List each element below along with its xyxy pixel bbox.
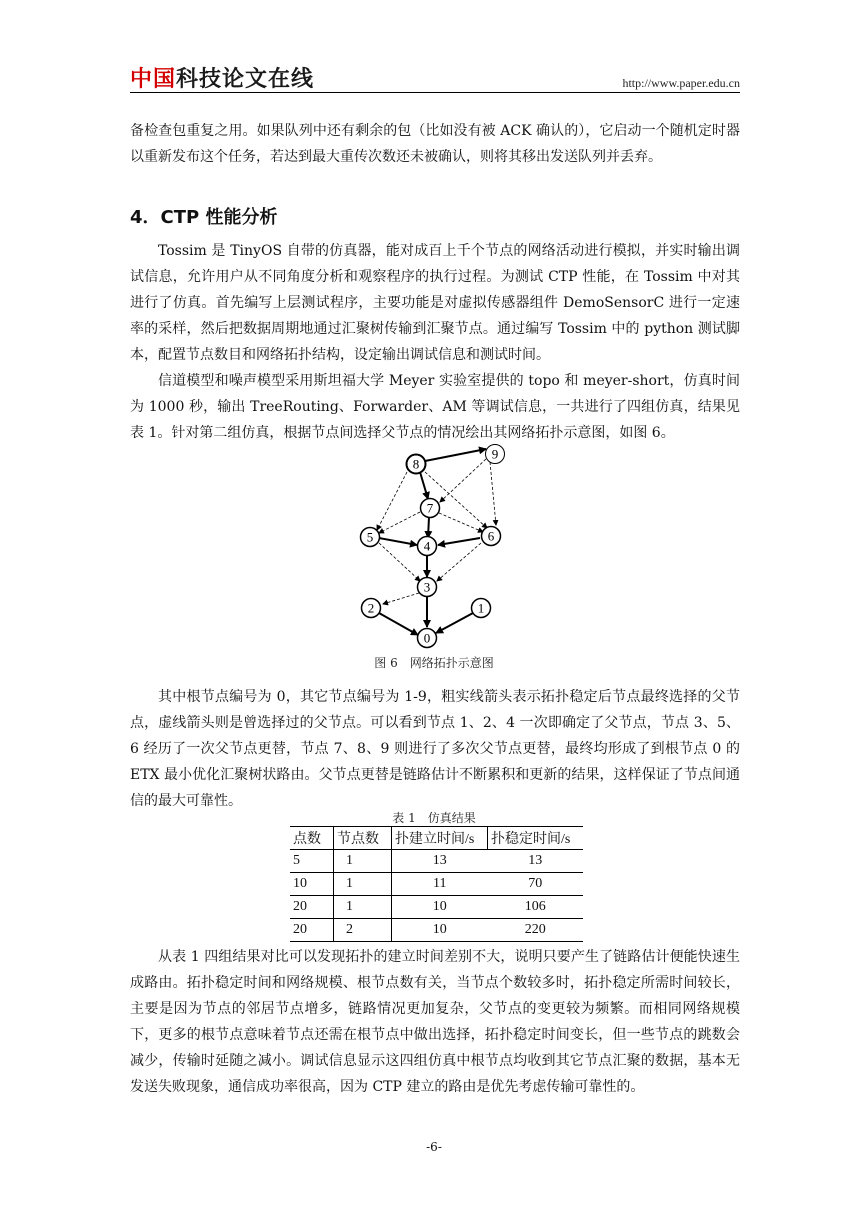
table-cell: 1 [334, 896, 392, 919]
table-cell: 20 [290, 896, 334, 919]
edge-6-3 [437, 543, 481, 581]
page-number: -6- [426, 1140, 442, 1154]
logo-dark-text: 科技论文在线 [176, 67, 315, 92]
site-logo [130, 62, 314, 93]
network-topology-figure [350, 440, 520, 655]
node-label: 9 [491, 446, 499, 462]
node-label: 0 [423, 630, 431, 646]
edge-5-4 [379, 538, 417, 545]
node-0 [418, 629, 437, 648]
node-label: 1 [477, 600, 485, 616]
table-cell: 1 [334, 850, 392, 873]
table-cell: 106 [488, 896, 584, 919]
table-cell: 220 [488, 919, 584, 942]
node-6 [482, 527, 501, 546]
figure-caption: 图 6 网络拓扑示意图 [374, 656, 494, 670]
node-8 [407, 455, 426, 474]
table-header-cell: 点数 [290, 827, 334, 850]
node-label: 4 [423, 538, 431, 554]
node-1 [472, 599, 491, 618]
table-header-cell: 节点数 [334, 827, 392, 850]
table-cell: 5 [290, 850, 334, 873]
paragraph-channel-model: 信道模型和噪声模型采用斯坦福大学 Meyer 实验室提供的 topo 和 meyer-short，仿真时间为 1000 秒，输出 TreeRouting、Forwarder、AM 等调试信息，一共进行了四组仿真，结果见表 1。针对第二组仿真，根据节点间选择父节点的情况绘出其网络拓扑示意图，如图 6。 [130, 373, 740, 441]
node-label: 8 [412, 456, 420, 472]
topology-diagram [350, 440, 520, 655]
edge-7-4 [428, 517, 429, 538]
edge-1-0 [436, 613, 473, 633]
table-row [290, 919, 583, 942]
paragraph-continuation: 备检查包重复之用。如果队列中还有剩余的包（比如没有被 ACK 确认的），它启动一个随机定时器以重新发布这个任务，若达到最大重传次数还未被确认，则将其移出发送队列并丢弃。 [130, 123, 740, 165]
topology-nodes [361, 445, 505, 648]
table-cell: 1 [334, 873, 392, 896]
node-label: 7 [426, 500, 434, 516]
simulation-results-table [290, 826, 583, 942]
edge-8-9 [425, 449, 486, 461]
table-cell: 10 [392, 919, 488, 942]
edge-7-5 [379, 512, 420, 533]
logo-red-text: 中国 [130, 67, 177, 92]
table-cell: 2 [334, 919, 392, 942]
table-row [290, 850, 583, 873]
edge-8-7 [420, 472, 428, 499]
table-header-cell: 扑建立时间/s [392, 827, 488, 850]
node-label: 6 [487, 528, 495, 544]
header-url: http://www.paper.edu.cn [622, 76, 740, 90]
paragraph-topology-explanation: 其中根节点编号为 0，其它节点编号为 1-9，粗实线箭头表示拓扑稳定后节点最终选择的父节点，虚线箭头则是曾选择过的父节点。可以看到节点 1、2、4 一次即确定了父节点，节点 3、5、6 经历了一次父节点更替，节点 7、8、9 则进行了多次父节点更替，最终均形成了到根节点 0 的 ETX 最小优化汇聚树状路由。父节点更替是链路估计不断累积和更新的结果，这样保证了节点间通信的最大可靠性。 [130, 689, 740, 809]
table-row [290, 896, 583, 919]
node-label: 5 [366, 529, 374, 545]
node-5 [361, 528, 380, 547]
table-cell: 11 [392, 873, 488, 896]
node-7 [421, 499, 440, 518]
edge-3-2 [383, 593, 419, 604]
node-2 [362, 599, 381, 618]
table-header-row [290, 827, 583, 850]
node-3 [418, 578, 437, 597]
node-label: 2 [367, 600, 375, 616]
table-row [290, 873, 583, 896]
page-header [130, 62, 740, 92]
edge-9-7 [440, 459, 486, 502]
paragraph-tossim: Tossim 是 TinyOS 自带的仿真器，能对成百上千个节点的网络活动进行模拟，并实时输出调试信息，允许用户从不同角度分析和观察程序的执行过程。为测试 CTP 性能，在 Tossim 中对其进行了仿真。首先编写上层测试程序，主要功能是对虚拟传感器组件 DemoSensorC 进行一定速率的采样，然后把数据周期地通过汇聚树传输到汇聚节点。通过编写 Tossim 中的 python 测试脚本，配置节点数目和网络拓扑结构，设定输出调试信息和测试时间。 [130, 243, 740, 363]
table-header-cell: 扑稳定时间/s [488, 827, 584, 850]
paragraph-results-analysis: 从表 1 四组结果对比可以发现拓扑的建立时间差别不大，说明只要产生了链路估计便能快速生成路由。拓扑稳定时间和网络规模、根节点数有关，当节点个数较多时，拓扑稳定所需时间较长，主要是因为节点的邻居节点增多，链路情况更加复杂，父节点的变更较为频繁。而相同网络规模下，更多的根节点意味着节点还需在根节点中做出选择，拓扑稳定时间变长，但一些节点的跳数会减少，传输时延随之减小。调试信息显示这四组仿真中根节点均收到其它节点汇聚的数据，基本无发送失败现象，通信成功率很高，因为 CTP 建立的路由是优先考虑传输可靠性的。 [130, 949, 740, 1095]
table-cell: 70 [488, 873, 584, 896]
node-label: 3 [423, 579, 431, 595]
header-rule [130, 92, 740, 93]
table-cell: 20 [290, 919, 334, 942]
edge-6-4 [438, 538, 480, 545]
edge-5-3 [379, 543, 420, 581]
node-4 [418, 537, 437, 556]
edge-7-6 [439, 513, 483, 532]
node-9 [486, 445, 505, 464]
edge-2-0 [379, 613, 418, 635]
table-cell: 13 [392, 850, 488, 873]
dashed-edges [377, 456, 496, 604]
edge-9-6 [490, 462, 496, 525]
table-cell: 10 [392, 896, 488, 919]
edge-8-5 [377, 472, 407, 530]
table-cell: 13 [488, 850, 584, 873]
table-cell: 10 [290, 873, 334, 896]
section-title: 4．CTP 性能分析 [130, 207, 278, 228]
table-caption: 表 1 仿真结果 [392, 811, 476, 825]
